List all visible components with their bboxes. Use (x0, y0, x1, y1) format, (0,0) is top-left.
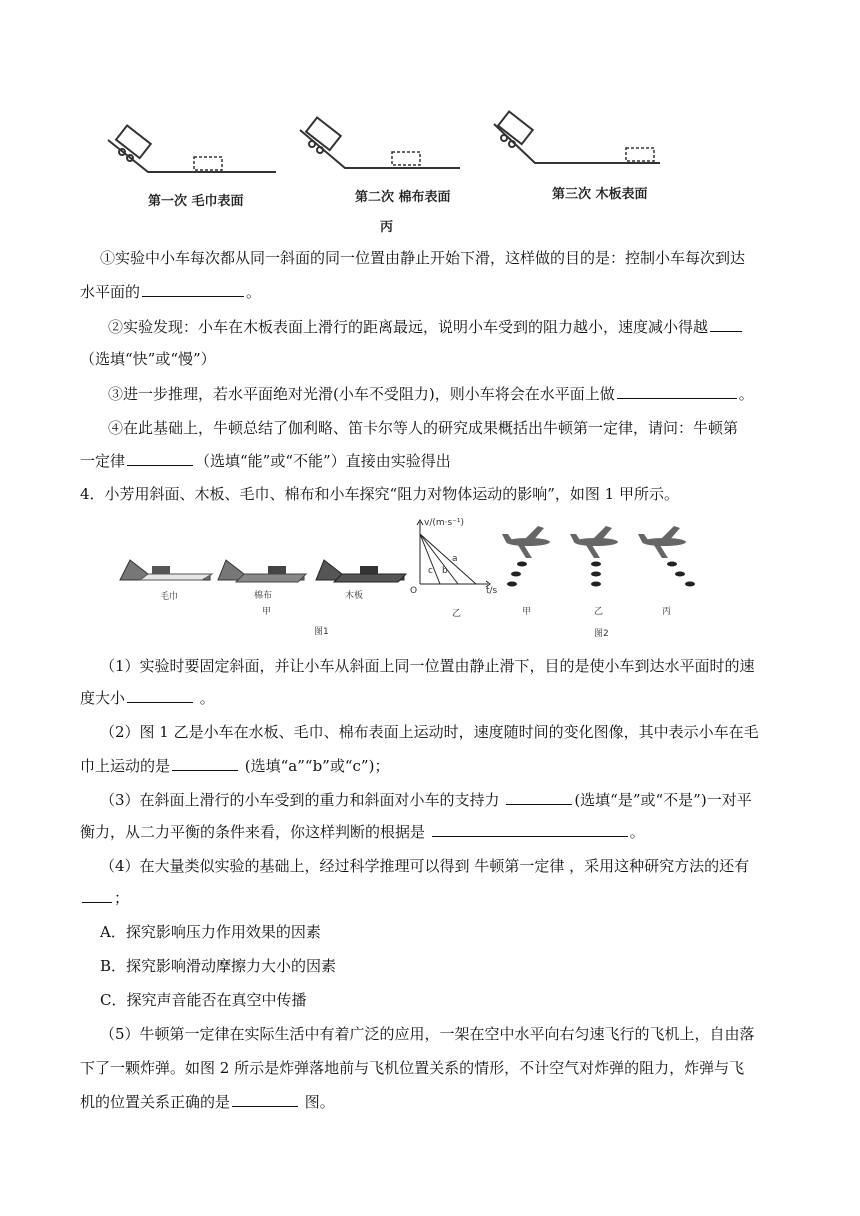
q4-option-c: C．探究声音能否在真空中传播 (100, 991, 307, 1009)
answer-blank[interactable] (432, 822, 628, 837)
answer-blank[interactable] (617, 384, 737, 399)
bombs-bing (667, 562, 695, 587)
q3-item2-line1: ②实验发现：小车在木板表面上滑行的距离最远，说明小车受到的阻力越小，速度减小得越 (108, 317, 744, 337)
fig1-label-towel: 毛巾 (160, 592, 179, 602)
figure-1-and-2 (0, 512, 860, 642)
ramp-cotton (218, 560, 306, 582)
q3-item3: ③进一步推理，若水平面绝对光滑(小车不受阻力)，则小车将会在水平面上做 。 (108, 385, 754, 403)
q4-option-a: A．探究影响压力作用效果的因素 (100, 923, 321, 941)
graph-y-label: v/(m·s⁻¹) (424, 518, 465, 528)
graph-line-c: c (428, 566, 433, 576)
graph-line-a: a (452, 554, 458, 564)
answer-blank[interactable] (172, 756, 238, 771)
ramp-wood (316, 560, 406, 582)
fig2-label: 图2 (594, 629, 609, 639)
figure-label-bing: 丙 (380, 220, 394, 235)
q3-item1-line1: ①实验中小车每次都从同一斜面的同一位置由静止开始下滑，这样做的目的是：控制小车每次到达 (100, 249, 746, 267)
fig1-label: 图1 (314, 627, 329, 637)
q3-item1-line2: 水平面的 。 (80, 283, 262, 301)
caption-second: 第二次 棉布表面 (355, 190, 451, 205)
q4-p3-line2: 衡力，从二力平衡的条件来看，你这样判断的根据是 。 (80, 823, 645, 841)
q4-p3-line1: （3）在斜面上滑行的小车受到的重力和斜面对小车的支持力 (选填“是”或“不是”)一对平 (100, 791, 752, 809)
q4-p4-line2: ； (80, 888, 129, 908)
q3-item4-line2: 一定律 （选填“能”或“不能”）直接由实验得出 (80, 452, 451, 470)
q4-p5-line3: 机的位置关系正确的是 图。 (80, 1093, 335, 1111)
q4-p5-line2: 下了一颗炸弹。如图 2 所示是炸弹落地前与飞机位置关系的情形，不计空气对炸弹的阻力，炸弹与飞 (80, 1059, 745, 1077)
q4-p4-line1: （4）在大量类似实验的基础上，经过科学推理可以得到 牛顿第一定律 ，采用这种研究方法的还有 (100, 857, 750, 875)
answer-blank[interactable] (82, 888, 112, 903)
q4-p5-line1: （5）牛顿第一定律在实际生活中有着广泛的应用，一架在空中水平向右匀速飞行的飞机上，自由落 (100, 1025, 755, 1043)
fig2-sub-bing: 丙 (662, 607, 672, 617)
answer-blank[interactable] (232, 1092, 298, 1107)
bombs-yi (591, 562, 601, 587)
fig2-sub-jia: 甲 (522, 607, 532, 617)
answer-blank[interactable] (506, 790, 572, 805)
answer-blank[interactable] (142, 282, 244, 297)
answer-blank[interactable] (127, 451, 193, 466)
q4-p2-line1: （2）图 1 乙是小车在水板、毛巾、棉布表面上运动时，速度随时间的变化图像，其中表示小车在毛 (100, 723, 759, 741)
fig1-sub-yi: 乙 (452, 609, 462, 619)
answer-blank[interactable] (127, 688, 193, 703)
q4-option-b: B．探究影响滑动摩擦力大小的因素 (100, 957, 337, 975)
graph-line-b: b (442, 566, 448, 576)
caption-third: 第三次 木板表面 (552, 187, 648, 202)
fig1-label-wood: 木板 (345, 591, 364, 601)
caption-first: 第一次 毛巾表面 (148, 194, 244, 209)
q4-p1-line2: 度大小 。 (80, 689, 215, 707)
q4-p1-line1: （1）实验时要固定斜面，并让小车从斜面上同一位置由静止滑下，目的是使小车到达水平面时的速 (100, 657, 755, 675)
fig1-sub-jia: 甲 (262, 607, 272, 617)
q4-p2-line2: 巾上运动的是 (选填“a”“b”或“c”)； (80, 757, 390, 775)
plane-yi (570, 526, 618, 558)
q3-item2-line2: （选填“快”或“慢”） (80, 350, 216, 368)
fig2-sub-yi: 乙 (594, 607, 604, 617)
plane-jia (502, 526, 550, 558)
graph-x-label: t/s (486, 586, 498, 596)
plane-bing (638, 526, 686, 558)
ramp-towel (120, 560, 212, 580)
answer-blank[interactable] (710, 317, 742, 332)
q3-item4-line1: ④在此基础上，牛顿总结了伽利略、笛卡尔等人的研究成果概括出牛顿第一定律，请问：牛顿第 (108, 419, 739, 437)
q4-stem: 4．小芳用斜面、木板、毛巾、棉布和小车探究“阻力对物体运动的影响”，如图 1 甲所示。 (80, 485, 679, 503)
bombs-jia (507, 562, 527, 587)
fig1-label-cotton: 棉布 (254, 591, 273, 601)
graph-origin: O (410, 586, 418, 596)
